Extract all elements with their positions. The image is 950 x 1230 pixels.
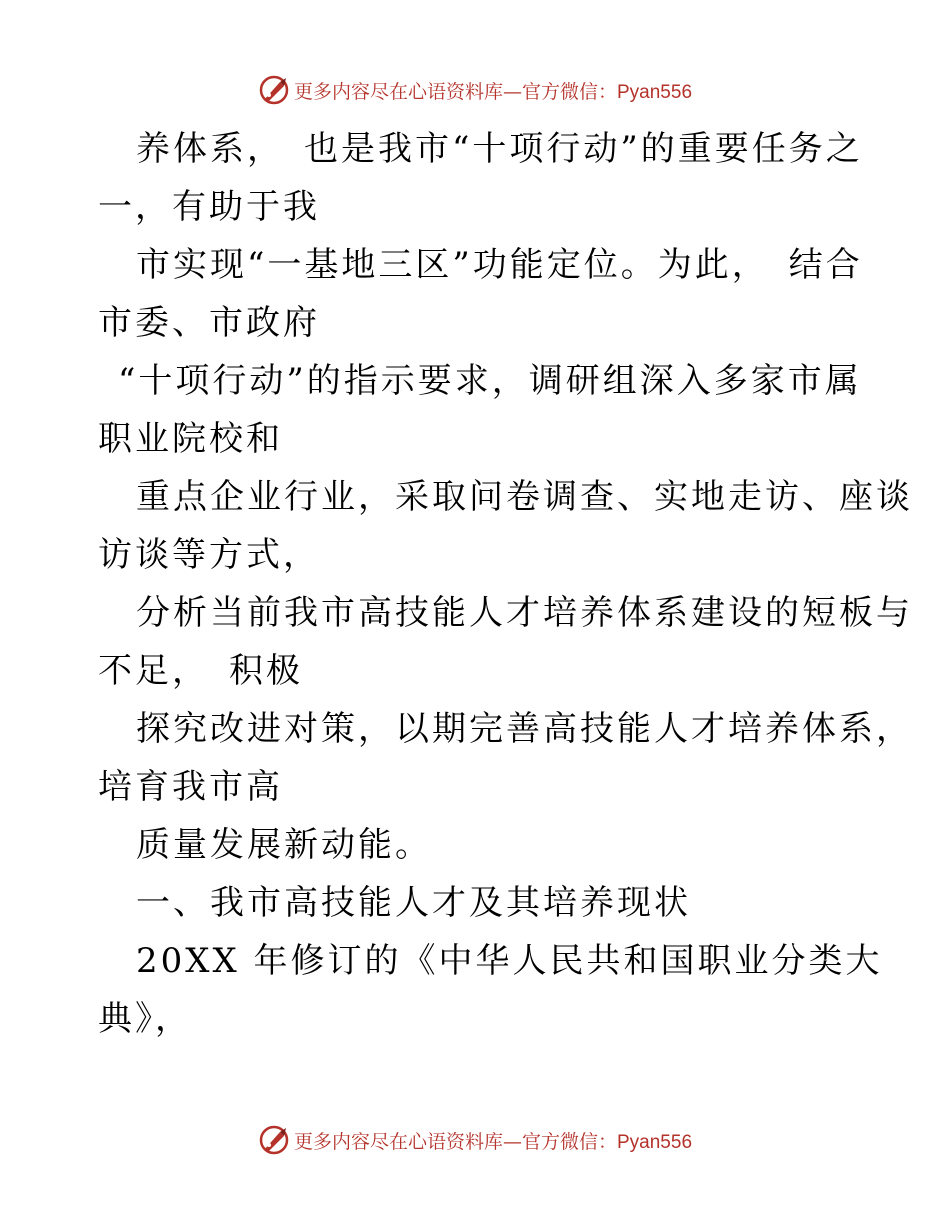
paragraph-line: 分析当前我市高技能人才培养体系建设的短板与 (136, 593, 913, 633)
paragraph-line: 培育我市高 (98, 767, 283, 807)
paragraph-line: 市实现“一基地三区”功能定位。为此， 结合 (136, 245, 863, 285)
watermark-text: 更多内容尽在心语资料库—官方微信：Pyan556 (293, 1130, 693, 1153)
paragraph-line: 养体系， 也是我市“十项行动”的重要任务之 (136, 129, 863, 169)
header-watermark (0, 70, 950, 110)
paragraph-line: 质量发展新动能。 (136, 825, 432, 865)
paragraph-line: 职业院校和 (98, 419, 283, 459)
paragraph-line: 探究改进对策，以期完善高技能人才培养体系， (136, 709, 913, 749)
quill-pen-logo-icon (258, 74, 290, 106)
document-body (98, 120, 913, 1048)
quill-pen-logo-icon (258, 1124, 290, 1156)
paragraph-line: 典》， (98, 999, 192, 1039)
paragraph-line: “十项行动”的指示要求，调研组深入多家市属 (118, 361, 862, 401)
section-heading: 一、我市高技能人才及其培养现状 (136, 883, 691, 923)
paragraph-line: 访谈等方式， (98, 535, 320, 575)
paragraph-line: 一，有助于我 (98, 187, 320, 227)
paragraph-line: 不足， 积极 (98, 651, 303, 691)
paragraph-line: 重点企业行业，采取问卷调查、实地走访、座谈 (136, 477, 913, 517)
footer-watermark (0, 1120, 950, 1160)
watermark-text: 更多内容尽在心语资料库—官方微信：Pyan556 (293, 80, 693, 103)
paragraph-line: 市委、市政府 (98, 303, 320, 343)
paragraph-line: 20XX 年修订的《中华人民共和国职业分类大 (136, 941, 883, 981)
